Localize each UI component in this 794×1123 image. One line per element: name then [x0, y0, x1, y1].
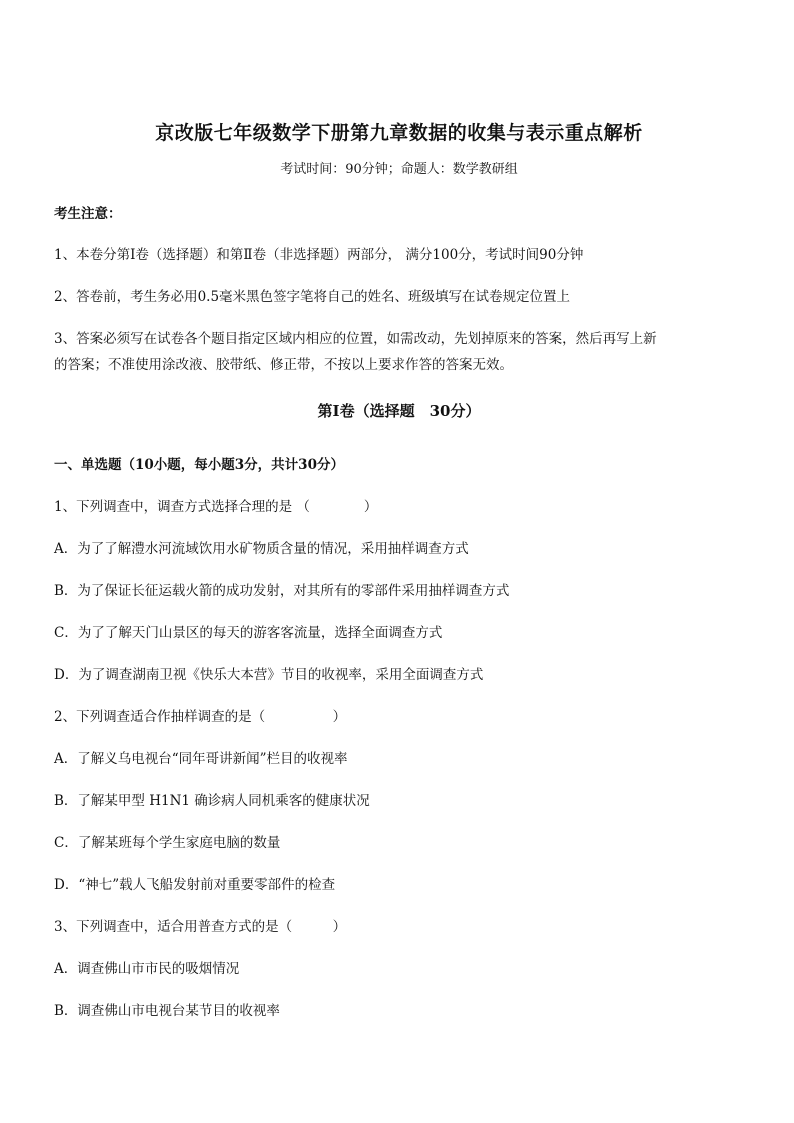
notice-item-2: 2、答卷前，考生务必用0.5毫米黑色签字笔将自己的姓名、班级填写在试卷规定位置上	[54, 289, 571, 305]
notice-item-3-cont: 的答案；不准使用涂改液、胶带纸、修正带，不按以上要求作答的答案无效。	[54, 357, 513, 373]
question-1-option-d: D．为了调查湖南卫视《快乐大本营》节目的收视率，采用全面调查方式	[54, 667, 484, 683]
question-3-option-a: A．调查佛山市市民的吸烟情况	[54, 961, 240, 977]
question-2-option-a: A．了解义乌电视台“同年哥讲新闻”栏目的收视率	[54, 751, 348, 767]
notice-item-3: 3、答案必须写在试卷各个题目指定区域内相应的位置，如需改动，先划掉原来的答案，然后再写上新	[54, 331, 657, 347]
question-2-option-b: B．了解某甲型 H1N1 确诊病人同机乘客的健康状况	[54, 793, 370, 809]
question-3-option-b: B．调查佛山市电视台某节目的收视率	[54, 1003, 280, 1019]
exam-info: 考试时间：90分钟；命题人：数学教研组	[280, 162, 518, 177]
section-title: 第Ⅰ卷（选择题 30分）	[317, 402, 481, 420]
notice-item-1: 1、本卷分第Ⅰ卷（选择题）和第Ⅱ卷（非选择题）两部分， 满分100分，考试时间90分钟	[54, 247, 584, 263]
notice-heading: 考生注意：	[54, 206, 122, 222]
question-1-option-c: C．为了了解天门山景区的每天的游客客流量，选择全面调查方式	[54, 625, 443, 641]
question-1-option-a: A．为了了解澧水河流域饮用水矿物质含量的情况，采用抽样调查方式	[54, 541, 469, 557]
question-1-stem: 1、下列调查中，调查方式选择合理的是 （ ）	[54, 499, 378, 515]
page-title: 京改版七年级数学下册第九章数据的收集与表示重点解析	[155, 122, 643, 144]
question-1-option-b: B．为了保证长征运载火箭的成功发射，对其所有的零部件采用抽样调查方式	[54, 583, 510, 599]
question-3-stem: 3、下列调查中，适合用普查方式的是（ ）	[54, 919, 347, 935]
part-title: 一、单选题（10小题，每小题3分，共计30分）	[54, 457, 344, 473]
question-2-stem: 2、下列调查适合作抽样调查的是（ ）	[54, 709, 347, 725]
question-2-option-d: D．“神七”载人飞船发射前对重要零部件的检查	[54, 877, 336, 893]
question-2-option-c: C．了解某班每个学生家庭电脑的数量	[54, 835, 281, 851]
